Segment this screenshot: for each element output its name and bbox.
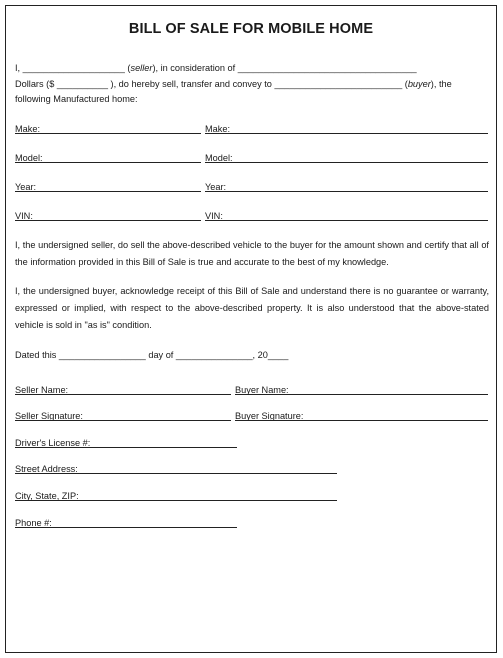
- phone-line[interactable]: [15, 527, 237, 528]
- seller-name-label: Seller Name:: [15, 385, 69, 395]
- model-line-right[interactable]: [205, 162, 488, 163]
- buyer-name-line[interactable]: [235, 394, 488, 395]
- city-state-zip-line[interactable]: [15, 500, 337, 501]
- make-line-left[interactable]: [15, 133, 201, 134]
- dated-line: Dated this _________________ day of _______________, 20____: [15, 350, 289, 360]
- vin-line-right[interactable]: [205, 220, 488, 221]
- city-state-zip-label: City, State, ZIP:: [15, 491, 79, 501]
- form-page: [5, 5, 497, 653]
- street-address-line[interactable]: [15, 473, 337, 474]
- seller-signature-label: Seller Signature:: [15, 411, 83, 421]
- buyer-name-label: Buyer Name:: [235, 385, 289, 395]
- street-address-label: Street Address:: [15, 464, 78, 474]
- vin-line-left[interactable]: [15, 220, 201, 221]
- model-label-left: Model:: [15, 153, 43, 163]
- intro-line-3: following Manufactured home:: [15, 94, 138, 104]
- year-line-left[interactable]: [15, 191, 201, 192]
- buyer-signature-line[interactable]: [235, 420, 488, 421]
- year-label-right: Year:: [205, 182, 227, 192]
- buyer-signature-label: Buyer Signature:: [235, 411, 304, 421]
- seller-name-line[interactable]: [15, 394, 231, 395]
- make-label-left: Make:: [15, 124, 41, 134]
- form-title: BILL OF SALE FOR MOBILE HOME: [128, 21, 374, 37]
- make-label-right: Make:: [205, 124, 231, 134]
- buyer-statement: I, the undersigned buyer, acknowledge receipt of this Bill of Sale and understand there is no guarantee or warranty, expressed or implied, with respect to the above-described property. It is also understood that the above-stated vehicle is sold in "as is" condition.: [15, 286, 489, 330]
- intro-line-2: Dollars ($ __________ ), do hereby sell, transfer and convey to _________________________ (buyer), the: [15, 79, 452, 89]
- vin-label-left: VIN:: [15, 211, 33, 221]
- year-label-left: Year:: [15, 182, 37, 192]
- phone-label: Phone #:: [15, 518, 52, 528]
- year-line-right[interactable]: [205, 191, 488, 192]
- drivers-license-label: Driver's License #:: [15, 438, 91, 448]
- intro-line-1: I, ____________________ (seller), in consideration of ___________________________________: [15, 63, 417, 73]
- model-line-left[interactable]: [15, 162, 201, 163]
- model-label-right: Model:: [205, 153, 233, 163]
- seller-signature-line[interactable]: [15, 420, 231, 421]
- drivers-license-line[interactable]: [15, 447, 237, 448]
- vin-label-right: VIN:: [205, 211, 223, 221]
- seller-statement: I, the undersigned seller, do sell the above-described vehicle to the buyer for the amount shown and certify that all of the information provided in this Bill of Sale is true and accurate to the best of my knowledge.: [15, 240, 489, 267]
- make-line-right[interactable]: [205, 133, 488, 134]
